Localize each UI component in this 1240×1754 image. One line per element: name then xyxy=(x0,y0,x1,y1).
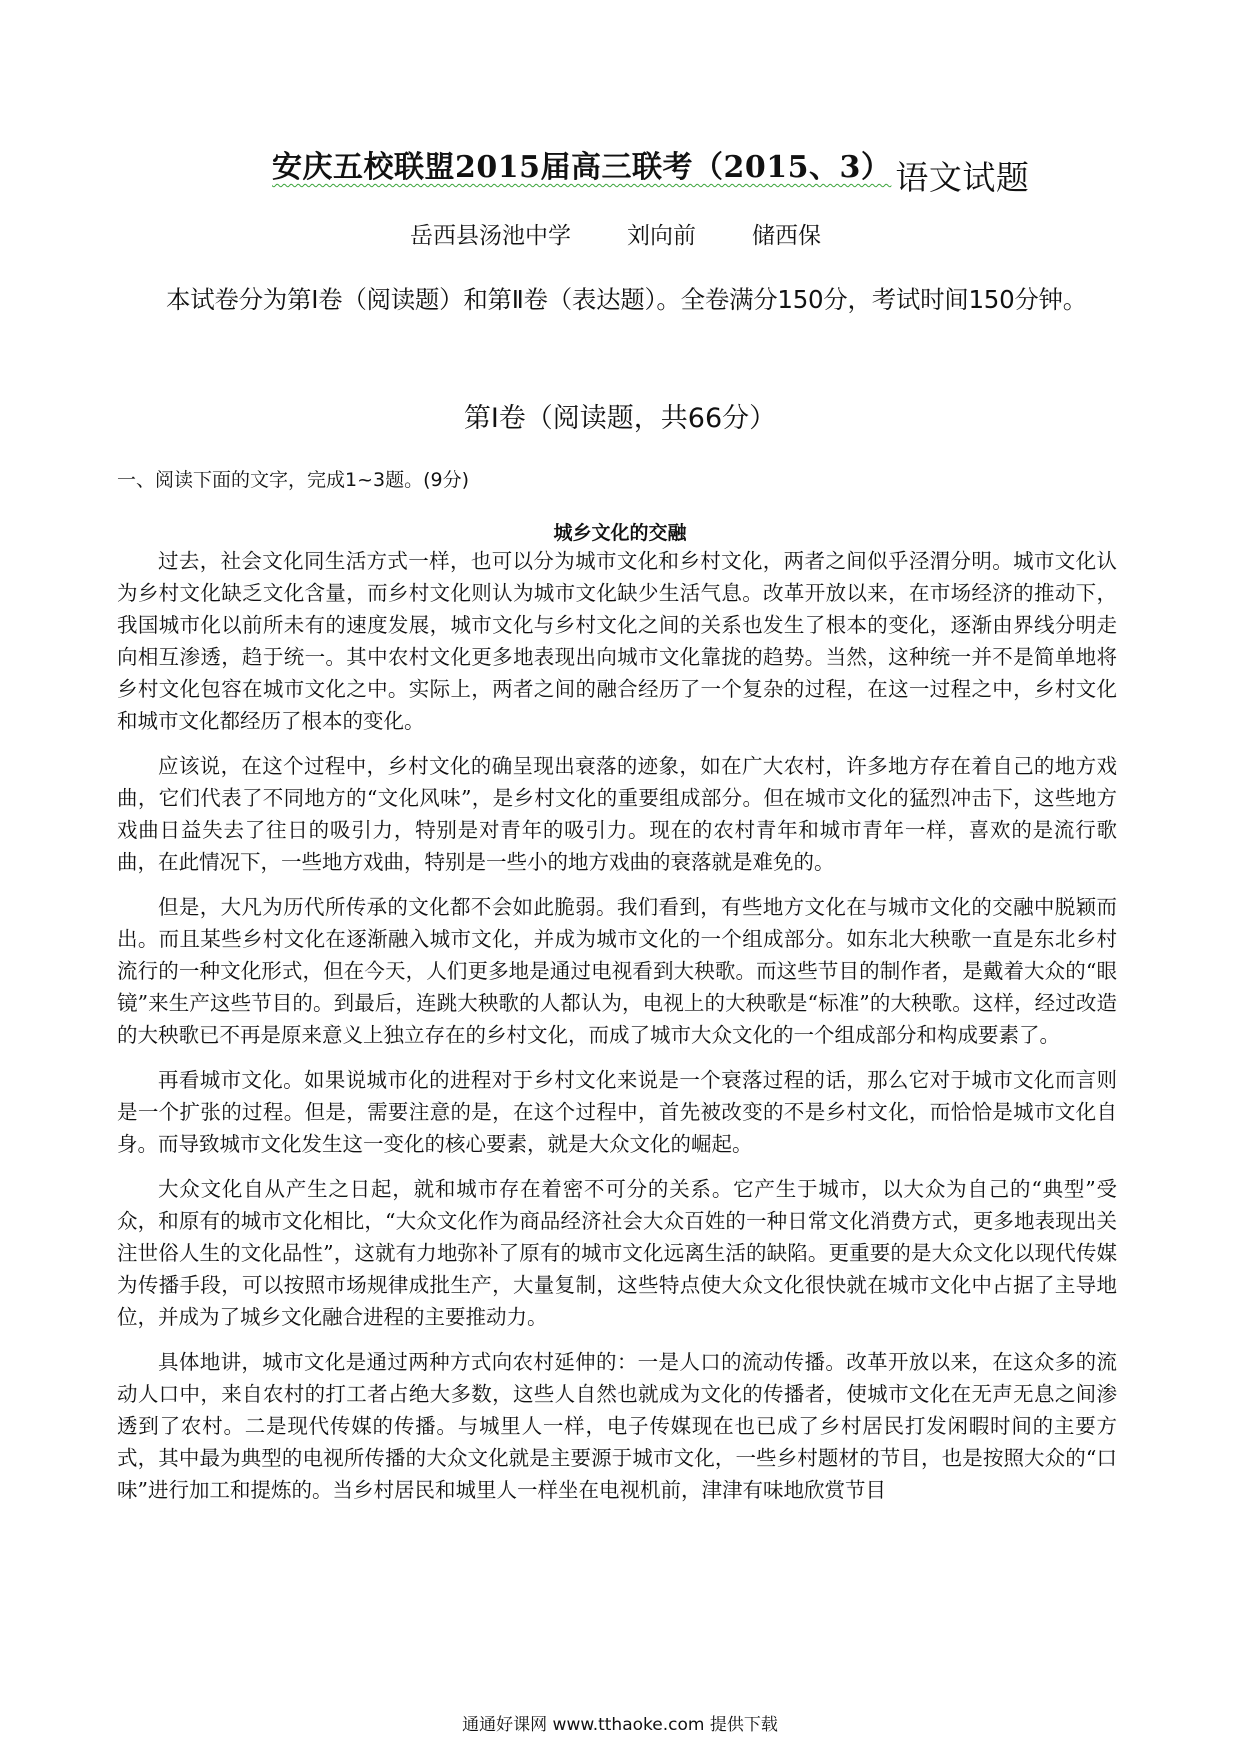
author-line xyxy=(410,217,877,250)
article-paragraph: 过去，社会文化同生活方式一样，也可以分为城市文化和乡村文化，两者之间似乎泾渭分明。城市文化认为乡村文化缺乏文化含量，而乡村文化则认为城市文化缺少生活气息。改革开放以来，在市场经济的推动下，我国城市化以前所未有的速度发展，城市文化与乡村文化之间的关系也发生了根本的变化，逐渐由界线分明走向相互渗透，趋于统一。其中农村文化更多地表现出向城市文化靠拢的趋势。当然，这种统一并不是简单地将乡村文化包容在城市文化之中。实际上，两者之间的融合经历了一个复杂的过程，在这一过程之中，乡村文化和城市文化都经历了根本的变化。 xyxy=(117,549,1117,733)
article-paragraph: 应该说，在这个过程中，乡村文化的确呈现出衰落的迹象，如在广大农村，许多地方存在着自己的地方戏曲，它们代表了不同地方的“文化风味”，是乡村文化的重要组成部分。但在城市文化的猛烈冲击下，这些地方戏曲日益失去了往日的吸引力，特别是对青年的吸引力。现在的农村青年和城市青年一样，喜欢的是流行歌曲，在此情况下，一些地方戏曲，特别是一些小的地方戏曲的衰落就是难免的。 xyxy=(117,754,1117,874)
school-name: 岳西县汤池中学 xyxy=(410,223,571,249)
page-footer: 通通好课网 www.tthaoke.com 提供下载 xyxy=(462,1715,778,1735)
exam-title xyxy=(272,140,1032,197)
article-paragraph: 具体地讲，城市文化是通过两种方式向农村延伸的：一是人口的流动传播。改革开放以来，在这众多的流动人口中，来自农村的打工者占绝大多数，这些人自然也就成为文化的传播者，使城市文化在无声无息之间渗透到了农村。二是现代传媒的传播。与城里人一样，电子传媒现在也已成了乡村居民打发闲暇时间的主要方式，其中最为典型的电视所传播的大众文化就是主要源于城市文化，一些乡村题材的节目，也是按照大众的“口味”进行加工和提炼的。当乡村居民和城里人一样坐在电视机前，津津有味地欣赏节目 xyxy=(117,1350,1117,1502)
section-heading: 一、阅读下面的文字，完成1~3题。(9分) xyxy=(117,469,470,491)
article-paragraph: 大众文化自从产生之日起，就和城市存在着密不可分的关系。它产生于城市，以大众为自己的“典型”受众，和原有的城市文化相比，“大众文化作为商品经济社会大众百姓的一种日常文化消费方式，更多地表现出关注世俗人生的文化品性”，这就有力地弥补了原有的城市文化远离生活的缺陷。更重要的是大众文化以现代传媒为传播手段，可以按照市场规律成批生产，大量复制，这些特点使大众文化很快就在城市文化中占据了主导地位，并成为了城乡文化融合进程的主要推动力。 xyxy=(117,1177,1117,1329)
author-name-2: 储西保 xyxy=(752,223,821,249)
part-one-title: 第Ⅰ卷（阅读题，共66分） xyxy=(463,403,777,434)
article-paragraph: 再看城市文化。如果说城市化的进程对于乡村文化来说是一个衰落过程的话，那么它对于城市文化而言则是一个扩张的过程。但是，需要注意的是，在这个过程中，首先被改变的不是乡村文化，而恰恰是城市文化自身。而导致城市文化发生这一变化的核心要素，就是大众文化的崛起。 xyxy=(117,1068,1117,1156)
exam-instructions: 本试卷分为第Ⅰ卷（阅读题）和第Ⅱ卷（表达题）。全卷满分150分，考试时间150分钟。 xyxy=(166,285,1087,314)
article-body xyxy=(117,545,1117,1519)
author-name-1: 刘向前 xyxy=(627,223,696,249)
exam-title-sub: 语文试题 xyxy=(895,158,1030,197)
exam-title-main: 安庆五校联盟2015届高三联考（2015、3） xyxy=(272,150,892,185)
article-title: 城乡文化的交融 xyxy=(553,522,687,544)
article-paragraph: 但是，大凡为历代所传承的文化都不会如此脆弱。我们看到，有些地方文化在与城市文化的交融中脱颖而出。而且某些乡村文化在逐渐融入城市文化，并成为城市文化的一个组成部分。如东北大秧歌一直是东北乡村流行的一种文化形式，但在今天，人们更多地是通过电视看到大秧歌。而这些节目的制作者，是戴着大众的“眼镜”来生产这些节目的。到最后，连跳大秧歌的人都认为，电视上的大秧歌是“标准”的大秧歌。这样，经过改造的大秧歌已不再是原来意义上独立存在的乡村文化，而成了城市大众文化的一个组成部分和构成要素了。 xyxy=(117,895,1117,1047)
